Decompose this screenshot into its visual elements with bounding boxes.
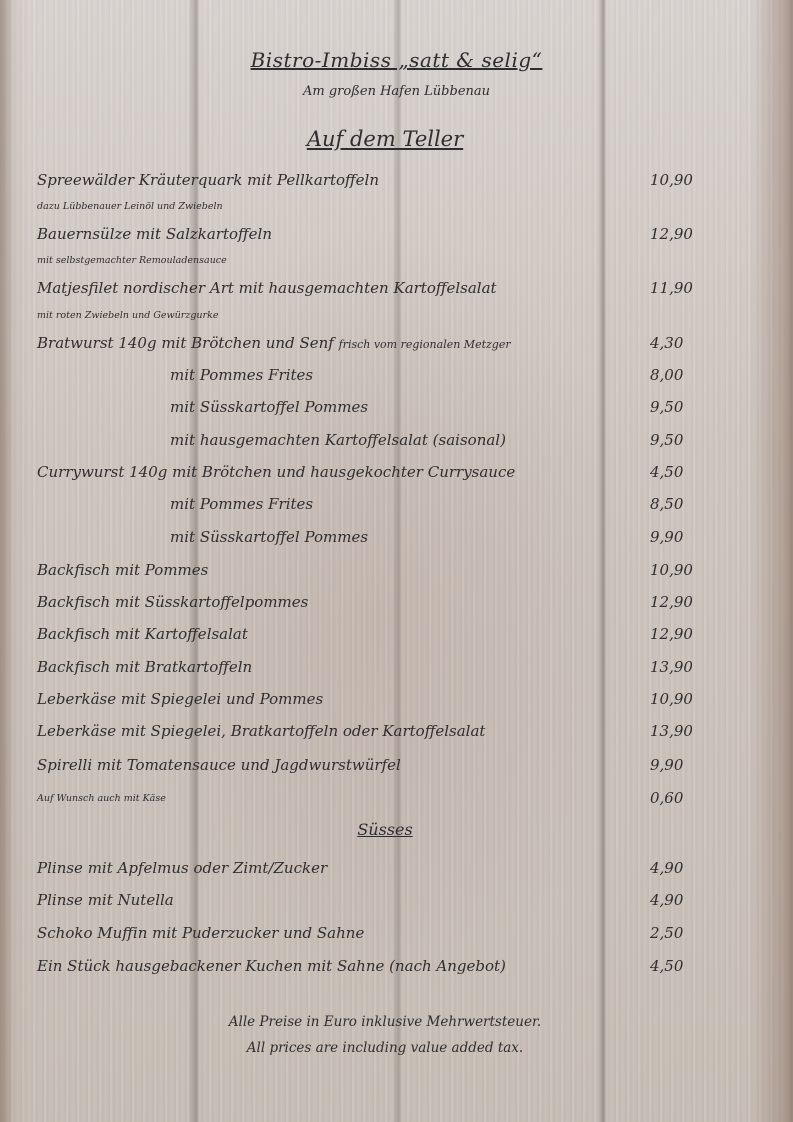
section-heading-main: Auf dem Teller: [306, 127, 464, 151]
menu-item-price: 9,90: [650, 756, 684, 774]
menu-item-price: 12,90: [650, 225, 693, 243]
menu-item-name: [37, 331, 511, 357]
menu-item-name: Plinse mit Nutella: [37, 891, 174, 909]
menu-item-note: dazu Lübbenauer Leinöl und Zwiebeln: [37, 201, 223, 212]
menu-item-extra: frisch vom regionalen Metzger: [338, 338, 511, 351]
menu-row: [0, 719, 793, 743]
menu-item-price: 9,50: [650, 398, 684, 416]
menu-item-price: 9,50: [650, 431, 684, 449]
menu-row: [0, 786, 793, 810]
menu-item-price: 2,50: [650, 924, 684, 942]
section-heading-sweets: Süsses: [357, 820, 413, 839]
menu-item-price: 12,90: [650, 593, 693, 611]
menu-item-price: 10,90: [650, 561, 693, 579]
menu-item-note: mit selbstgemachter Remouladensauce: [37, 255, 227, 266]
menu-item-name: mit Süsskartoffel Pommes: [170, 398, 369, 416]
menu-item-name: Backfisch mit Bratkartoffeln: [37, 658, 253, 676]
menu-row: [0, 954, 793, 978]
menu-item-price: 0,60: [650, 789, 684, 807]
menu-item-name: Backfisch mit Süsskartoffelpommes: [37, 593, 309, 611]
menu-item-price: 4,50: [650, 463, 684, 481]
menu-row: [0, 428, 793, 452]
menu-row: [0, 921, 793, 945]
menu-row: [0, 622, 793, 646]
menu-row: [0, 363, 793, 387]
menu-item-name: Bauernsülze mit Salzkartoffeln: [37, 225, 272, 243]
menu-item-name: Leberkäse mit Spiegelei, Bratkartoffeln oder Kartoffelsalat: [37, 722, 486, 740]
menu-item-name: Spreewälder Kräuterquark mit Pellkartoffeln: [37, 171, 380, 189]
menu-item-price: 8,50: [650, 495, 684, 513]
page-subtitle: Am großen Hafen Lübbenau: [302, 84, 491, 99]
menu-item-note: Auf Wunsch auch mit Käse: [37, 793, 166, 804]
menu-row: [0, 222, 793, 246]
menu-row: [0, 753, 793, 777]
footer-note-german: Alle Preise in Euro inklusive Mehrwertsteuer.: [228, 1014, 542, 1030]
menu-row: [0, 655, 793, 679]
menu-item-name: mit hausgemachten Kartoffelsalat (saisonal): [170, 431, 506, 449]
menu-item-price: 4,90: [650, 891, 684, 909]
menu-item-name: mit Pommes Frites: [170, 366, 314, 384]
menu-item-name: Matjesfilet nordischer Art mit hausgemachten Kartoffelsalat: [37, 279, 497, 297]
menu-item-price: 10,90: [650, 690, 693, 708]
menu-row: [0, 276, 793, 300]
menu-row: [0, 331, 793, 355]
menu-item-note: mit roten Zwiebeln und Gewürzgurke: [37, 310, 219, 321]
menu-item-price: 4,50: [650, 957, 684, 975]
menu-row: [0, 395, 793, 419]
menu-item-name: Leberkäse mit Spiegelei und Pommes: [37, 690, 324, 708]
footer-note-english: All prices are including value added tax.: [246, 1040, 524, 1056]
menu-row: [0, 590, 793, 614]
menu-item-name: Schoko Muffin mit Puderzucker und Sahne: [37, 924, 365, 942]
menu-item-price: 4,30: [650, 334, 684, 352]
menu-item-name: Currywurst 140g mit Brötchen und hausgekochter Currysauce: [37, 463, 516, 481]
menu-row: [0, 492, 793, 516]
menu-item-price: 12,90: [650, 625, 693, 643]
menu-row: [0, 687, 793, 711]
menu-item-price: 13,90: [650, 658, 693, 676]
menu-item-price: 10,90: [650, 171, 693, 189]
menu-row: [0, 168, 793, 192]
menu-item-price: 11,90: [650, 279, 693, 297]
menu-row: [0, 856, 793, 880]
menu-item-price: 13,90: [650, 722, 693, 740]
page-title: Bistro-Imbiss „satt & selig“: [250, 48, 543, 72]
menu-row: [0, 888, 793, 912]
menu-item-name-text: Bratwurst 140g mit Brötchen und Senf: [37, 334, 334, 352]
menu-item-price: 4,90: [650, 859, 684, 877]
menu-item-name: mit Süsskartoffel Pommes: [170, 528, 369, 546]
menu-row: [0, 460, 793, 484]
menu-item-name: Backfisch mit Pommes: [37, 561, 209, 579]
menu-item-name: Ein Stück hausgebackener Kuchen mit Sahne (nach Angebot): [37, 957, 506, 975]
menu-item-name: Plinse mit Apfelmus oder Zimt/Zucker: [37, 859, 328, 877]
menu-row: [0, 558, 793, 582]
menu-item-name: Spirelli mit Tomatensauce und Jagdwurstwürfel: [37, 756, 401, 774]
menu-item-name: Backfisch mit Kartoffelsalat: [37, 625, 248, 643]
menu-row: [0, 525, 793, 549]
menu-item-price: 8,00: [650, 366, 684, 384]
menu-item-price: 9,90: [650, 528, 684, 546]
menu-item-name: mit Pommes Frites: [170, 495, 314, 513]
